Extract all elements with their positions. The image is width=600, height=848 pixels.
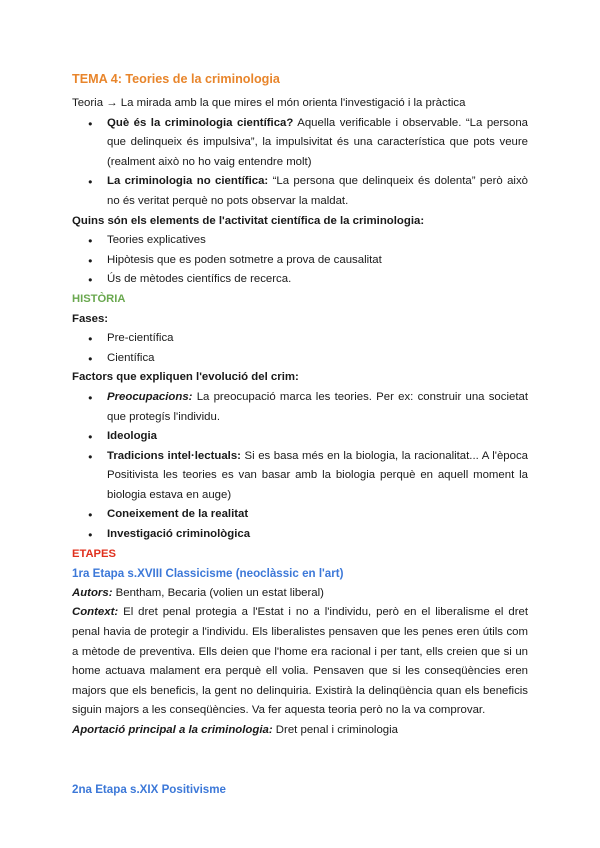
item-text: La preocupació marca les teories. Per ex: construir una societat que protegís l'individu. (107, 390, 528, 423)
fases-list (72, 329, 528, 368)
factors-list (72, 388, 528, 545)
item-label: Investigació criminològica (107, 528, 251, 541)
list-item (72, 114, 528, 173)
etapa2-heading: 2na Etapa s.XIX Positivisme (72, 782, 227, 796)
item-text: Aquella verificable i observable. “La persona que delinqueix és impulsiva”, la impulsivitat és una característica que pots veure (realment això no ho vaig entendre molt) (107, 116, 529, 168)
list-item (72, 388, 528, 427)
list-item (72, 447, 528, 506)
item-label: Preocupacions: (107, 390, 193, 403)
list-item (72, 505, 528, 525)
elements-heading: Quins són els elements de l'activitat científica de la criminologia: (72, 214, 425, 227)
context-label: Context: (72, 606, 119, 619)
historia-heading: HISTÒRIA (72, 292, 126, 305)
item-text: “La persona que delinqueix és dolenta” però això no és veritat perquè no pots observar la maldat. (107, 175, 528, 207)
intro-line: Teoria → La mirada amb la que mires el món orienta l'investigació i la pràctica (72, 97, 466, 109)
aportacio-text: Dret penal i criminologia (272, 724, 398, 736)
aportacio-label: Aportació principal a la criminologia: (72, 724, 273, 736)
context-paragraph (72, 603, 528, 721)
factors-heading: Factors que expliquen l'evolució del crim: (72, 371, 299, 384)
list-item: ● Pre-científica (72, 329, 528, 349)
fases-heading: Fases: (72, 312, 109, 325)
item-label: Què és la criminologia científica? (107, 116, 294, 129)
list-item (72, 427, 528, 447)
item-label: La criminologia no científica: (107, 175, 269, 188)
autors-text: Bentham, Becaria (volien un estat liberal) (112, 586, 324, 599)
item-text: Si es basa més en la biologia, la racionalitat... A l'època Positivista les teories es van basar amb la biologia perquè en aquell moment la biologia estava en auge) (107, 449, 528, 501)
list-item: ● Ús de mètodes científics de recerca. (72, 270, 528, 290)
item-label: Coneixement de la realitat (107, 508, 249, 521)
list-item: ● Teories explicatives (72, 231, 528, 251)
intro-list (72, 114, 528, 212)
spacer (72, 741, 528, 780)
context-text: El dret penal protegia a l'Estat i no a l'individu, però en el liberalisme el dret penal havia de protegir a l'individu. Els liberalistes pensaven que les penes eren útils com a mètode de preventiva. Ells deien que l'home era racional i per tant, ells creien que si un home actuava malament era perquè ell volia. Pensaven que si les conseqüències eren majors que els beneficis, la gent no delinquiria. Existirà la delinqüència quan els beneficis siguin majors a les conseqüències. Va fer aquesta teoria però no la va comprovar. (72, 606, 528, 717)
autors-line (72, 584, 528, 604)
list-item: ● Científica (72, 349, 528, 369)
list-item (72, 172, 528, 211)
page-title: TEMA 4: Teories de la criminologia (72, 72, 280, 86)
elements-list (72, 231, 528, 290)
etapa1-heading: 1ra Etapa s.XVIII Classicisme (neoclàssic en l'art) (72, 567, 344, 581)
etapes-heading: ETAPES (72, 547, 116, 560)
item-label: Ideologia (107, 430, 157, 443)
autors-label: Autors: (72, 586, 113, 599)
list-item (72, 525, 528, 545)
item-label: Tradicions intel·lectuals: (107, 449, 241, 462)
list-item: ● Hipòtesis que es poden sotmetre a prova de causalitat (72, 251, 528, 271)
aportacio-line (72, 721, 528, 741)
